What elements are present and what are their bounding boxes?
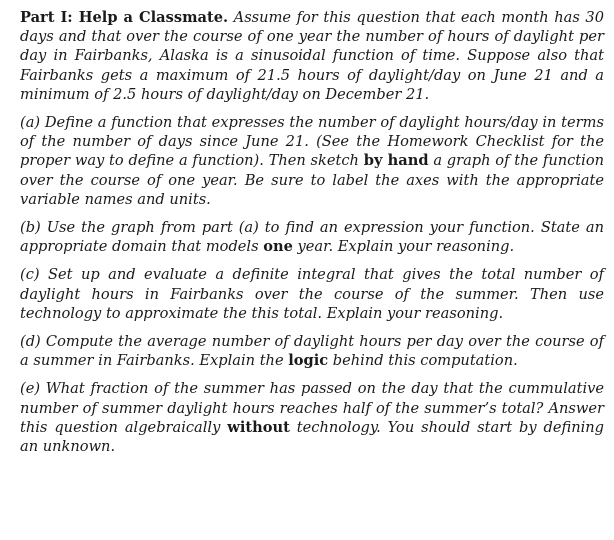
question-c-text-1: (c) Set up and evaluate a definite integral that gives the total number of daylight hours in Fairbanks over the course of the summer. Then use technology to approximate the this total. Explain your reasoning. <box>20 266 604 322</box>
question-b-text-1: (b) Use the graph from part (a) to find an expression your function. State an appropriate domain that models <box>20 219 604 256</box>
question-e-text-1: (e) What fraction of the summer has passed on the day that the cummulative number of summer daylight hours reaches half of the summer’s total? Answer this question algebraically <box>20 380 604 436</box>
question-e-text-2: technology. You should start by defining an unknown. <box>20 418 605 456</box>
part-heading: Part I: Help a Classmate. <box>20 9 229 26</box>
question-a <box>20 113 604 209</box>
intro-text: Assume for this question that each month has 30 days and that over the course of one year the number of hours of daylight per day in Fairbanks, Alaska is a sinusoidal function of time. Suppose also that Fairbanks gets a maximum of 21.5 hours of daylight/day on June 21 and a minimum of 2.5 hours of daylight/day on December 21. <box>20 9 604 103</box>
question-a-text-1: (a) Define a function that expresses the number of daylight hours/day in terms of the number of days since June 21. (See the Homework Checklist for the proper way to define a function). Then sketch <box>20 114 604 170</box>
question-d-text-1: (d) Compute the average number of daylight hours per day over the course of a summer in Fairbanks. Explain the <box>20 333 604 370</box>
question-b-text-2: year. Explain your reasoning. <box>297 238 515 256</box>
question-e <box>20 379 604 456</box>
question-b-emphasis: one <box>263 238 293 256</box>
question-a-text-2: a graph of the function over the course of one year. Be sure to label the axes with the appropriate variable names and units. <box>20 152 605 208</box>
question-d-text-2: behind this computation. <box>332 352 518 370</box>
question-c <box>20 265 604 323</box>
intro-paragraph <box>20 8 604 104</box>
question-a-emphasis: by hand <box>363 152 429 170</box>
question-d <box>20 332 604 370</box>
question-b <box>20 218 604 256</box>
question-d-emphasis: logic <box>288 352 329 370</box>
question-e-emphasis: without <box>227 418 290 436</box>
